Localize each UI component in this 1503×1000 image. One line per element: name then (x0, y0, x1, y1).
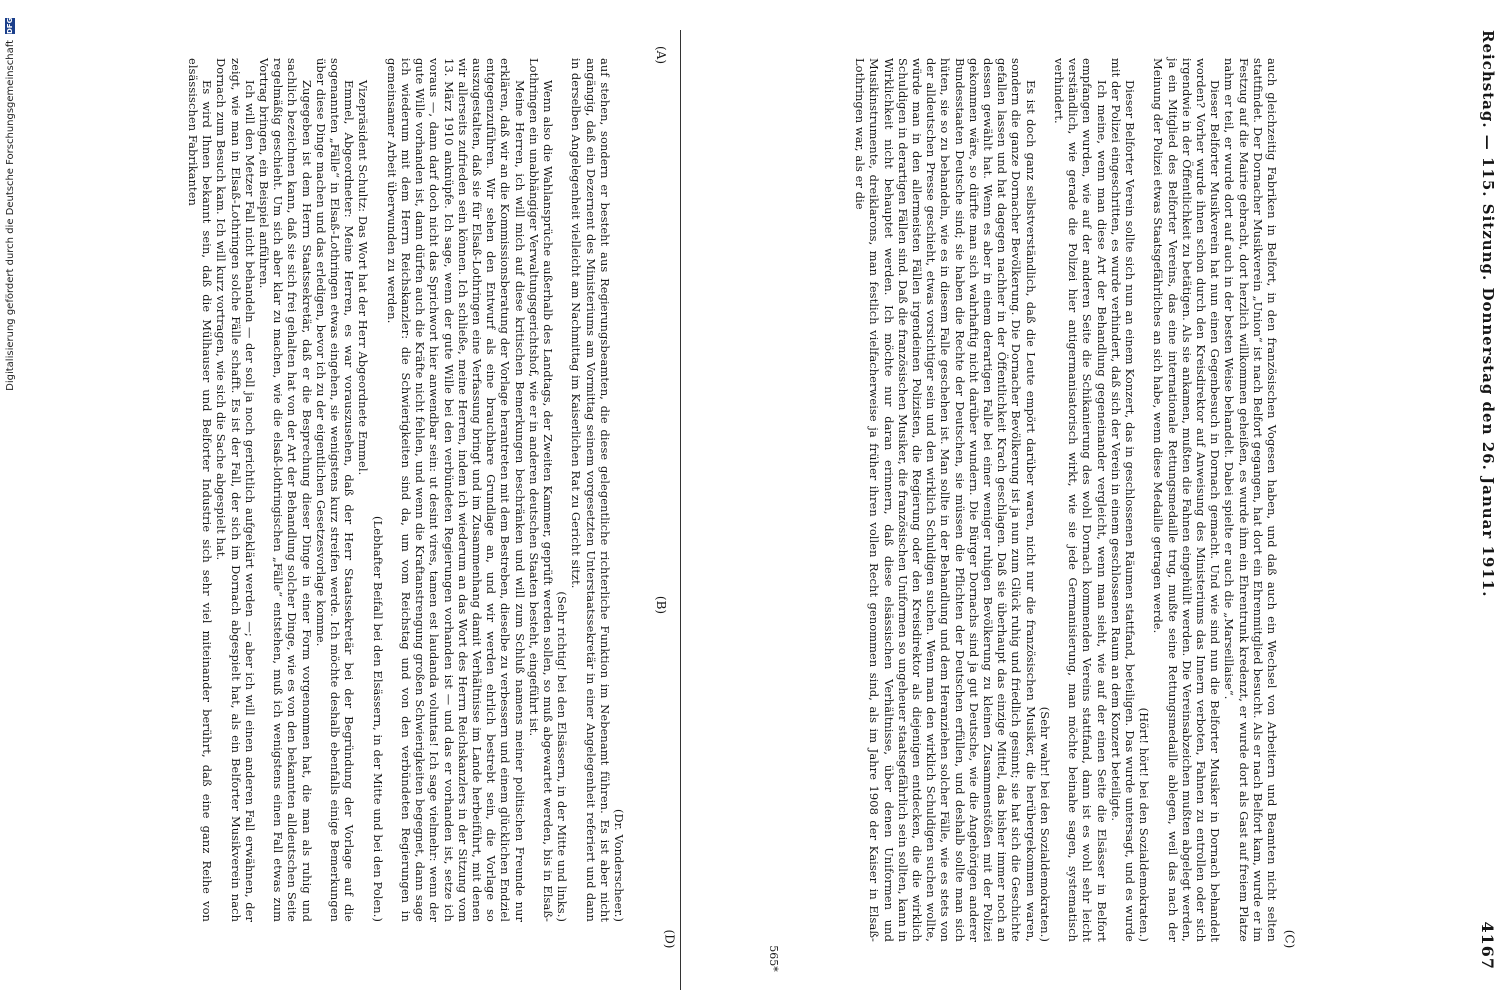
text-column-left (50, 50, 630, 930)
margin-marker-c: (C) (1282, 929, 1297, 949)
interjection: (Hört! hört! bei den Sozialdemokraten.) (1137, 707, 1152, 942)
interjection: (Sehr wahr! bei den Sozialdemokraten.) (1037, 706, 1052, 942)
interjection: (Sehr richtig! bei den Elsässern, in der Mitte und links.) (555, 591, 570, 922)
paragraph: auf stehen, sondern er besteht aus Regierungsbeamten, die diese gelegentliche richterliche Funktion im Nebenamt führen. Es ist aber nicht angängig, daß ein Dezernent des Ministeriums am Vormittag seinem vorgesetzten Unterstaatssekretär in einer Angelegenheit referiert und dann in derselben Angelegenheit vielleicht am Nachmittag im Kaiserlichen Rat zu Gericht sitzt. (569, 58, 612, 922)
credit-text: Digitalisierung gefördert durch die Deutsche Forschungsgemeinschaft (4, 40, 16, 391)
speaker-intro: Vizepräsident Schultz: Das Wort hat der Herr Abgeordnete Emmel. (356, 80, 371, 476)
text-column-right (697, 50, 1283, 950)
interjection: (Lebhafter Beifall bei den Elsässern, in der Mitte und bei den Polen.) (370, 515, 385, 922)
margin-marker-d: (D) (662, 929, 677, 949)
paragraph: auch gleichzeitig Fabriken in Belfort, in den französischen Vogesen haben, und daß auch ein Wechsel von Arbeitern und Beamten nicht selten stattfindet. Der Dornacher Musikverein „Union“ ist nach Belfort gegangen, hat dort ein Ehrenmitglied besucht. Als er nach Belfort kam, wurde er im Festzug auf die Mairie gebracht, dort herzlich willkommen geheißen, es wurde ihm ein Ehrentrunk kredenzt, er wurde dort als Gast auf freiem Platze nahm er teil, er wurde dort auf auch in der besten Weise behandelt. Dabei spielte er auch die „Marseillaise“. (1222, 58, 1279, 942)
paragraph: Ich will den Metzer Fall nicht behandeln — der soll ja noch gerichtlich aufgeklärt werden —; aber ich will einen anderen Fall erwähnen, der zeigt, wie man in Elsaß-Lothringen solche Fälle schafft. Es ist der Fall, der sich im Dornach abgespielt hat, als ein Belforter Musikverein nach Dornach zum Besuch kam. Ich will kurz vortragen, wie sich die Sache abgespielt hat. (214, 58, 257, 922)
margin-marker-b: (B) (654, 595, 669, 615)
paragraph: Wenn also die Wahlansprüche außerhalb des Landtags, der Zweiten Kammer, geprüft werden sollen, so muß abgewartet werden, bis in Elsaß-Lothringen ein unabhängiger Verwaltungsgerichtshof, wie er in anderen deutschen Staaten besteht, eingeführt ist. (526, 58, 555, 922)
paragraph: Es wird Ihnen bekannt sein, daß die Mülhauser und Belforter Industrie sich sehr viel miteinander berührt, daß eine ganz Reihe von elsässischen Fabrikanten (185, 58, 215, 922)
column-divider (680, 30, 681, 990)
paragraph: Dieser Belforter Musikverein hat nun einen Gegenbesuch in Dornach gemacht. Und wie sind nun die Belforter Musiker in Dornach behandelt worden? Vorher wurde ihnen schon durch den Kreisdirektor auf Anweisung des Ministeriums das Innern verboten, Fahnen zu entrollen oder sich irgendwie in der Öffentlichkeit zu betätigen. Als sie ankamen, mußten die Fahnen eingehüllt werden. Die Vereinsabzeichen mußten abgelegt werden, ja ein Mitglied des Belforter Vereins, das eine internationale Rettungsmedaille trug, mußte seine Rettungsmedaille ablegen, weil das nach der Meinung der Polizei etwas Staatsgefährliches an sich habe, wenn diese Medaille getragen werde. (1151, 58, 1223, 942)
speaker-tag: (Dr. Vonderscheer.) (612, 808, 626, 922)
digitization-credit (2, 18, 18, 978)
paragraph: Emmel, Abgeordneter: Meine Herren, es war vorauszusehen, daß der Herr Staatssekretär bei der Begründung der Vorlage auf die sogenannten „Fälle“ in Elsaß-Lothringen etwas eingehen, sie wenigstens kurz streifen werde. Ich möchte deshalb ebenfalls einige Bemerkungen über diese Dinge machen und das erledigen, bevor ich zu der eigentlichen Gesetzesvorlage komme. (313, 58, 357, 922)
page-signature: 565* (766, 945, 780, 972)
paragraph: Ich meine, wenn man diese Art der Behandlung gegeneinander vergleicht, wenn man sieht, wie auf der einen Seite die Elsässer in Belfort empfangen wurden, wie auf der anderen Seite die Schikanierung des wohl Dornach kommenden Vereins stattfand, dann ist es wohl sehr leicht verständlich, wie gerade die Polizei hier antigermanisatorisch wirkt, wie sie jede Germanisierung, man möchte beinahe sagen, systematisch verhindert. (1051, 58, 1109, 942)
paragraph: Meine Herren, ich will mich auf diese kritischen Bemerkungen beschränken und will zum Schluß namens meiner politischen Freunde nur erklären, daß wir an die Kommissionsberatung der Vorlage herantreten mit dem Bestreben, dieselbe zu verbessern und einem glücklichen Endziel entgegenzuführen. Wir sehen den Entwurf als eine brauchbare Grundlage an, und wir werden ehrlich bestrebt sein, die Vorlage so auszugestalten, daß sie für Elsaß-Lothringen eine Verfassung bringt und im Zusammenhang damit Verhältnisse im Lande herbeiführt, mit denen wir allerseits zufrieden sein können. Ich schließe, meine Herren, indem ich wiederum an das Wort des Herrn Reichskanzlers in der Sitzung vom 13. März 1910 anknüpfe. Ich sage, wenn der gute Wille bei den verbündeten Regierungen vorhanden ist — und das er vorhanden ist, setze ich voraus —, dann darf doch nicht das Sprichwort hier anwendbar sein: ut desint vires, tamen est laudanda voluntas! Ich sage vielmehr: wenn der gute Wille vorhanden ist, dann dürfen auch die Kräfte nicht fehlen, und wenn die Kraftanstrengung großen Schwierigkeiten begegnet, dann sage ich wiederum mit dem Herrn Reichskanzler: die Schwierigkeiten sind da, um vom Reichstag und von den verbündeten Regierungen in gemeinsamer Arbeit überwunden zu werden. (384, 58, 527, 922)
header-title: Reichstag. — 115. Sitzung. Donnerstag den 26. Januar 1911. (1479, 30, 1497, 598)
page-number: 4167 (1478, 921, 1498, 970)
dfg-logo-icon: DFG (6, 17, 14, 34)
page-header (1473, 30, 1503, 970)
paragraph: Es ist doch ganz selbstverständlich, daß die Leute empört darüber waren, nicht nur die französischen Musiker, die herübergekommen waren, sondern die ganze Dornacher Bevölkerung. Die Dornacher Bevölkerung ist ja nun zum Glück ruhig und friedlich gesinnt; sie hat sich die Geschichte gefallen lassen und hat dagegen nachher in der Öffentlichkeit Krach geschlagen. Daß sie überhaupt das einzige Mittel, das bisher immer noch an dessen gewählt hat. Wenn es aber in einem derartigen Falle bei einer weniger ruhigen Bevölkerung zu kleinen Zusammenstößen mit der Polizei gekommen wäre, so dürfte man sich wahrhaftig nicht darüber wundern. Die Bürger Dornachs sind ja gut Deutsche, wie die Angehörigen anderer Bundesstaaten Deutsche sind; sie haben die Rechte der Deutschen, sie müssen die Pflichten der Deutschen erfüllen, und deshalb sollte man sich hüten, sie so zu behandeln, wie es in diesem Falle geschehen ist. Man sollte in der Behandlung und dem Heranziehen solcher Fälle, wie es stets von der alldeutschen Presse geschieht, etwas vorsichtiger sein und den wirklich Schuldigen suchen. Wenn man den wirklich Schuldigen suchen wollte, würde man in den allermeisten Fällen irgendeinen Polizisten, die Regierung oder den Kreisdirektor als diejenigen entdecken, die die wirklich Schuldigen in derartigen Fällen sind. Daß die französischen Musiker, die französischen Uniformen so ungeheuer staatsgefährlich sein sollten, kann in Wirklichkeit nicht behauptet werden. Ich möchte nur daran erinnern, daß diese elsässischen Verhältnisse, über denen Uniformen und Musikinstrumente, dreiklarons, man festlich vielfacherweise ja früher ihren vollen Recht genommen sind, als im Jahre 1908 der Kaiser in Elsaß-Lothringen war, als er die (853, 58, 1038, 942)
paragraph: Dieser Belforter Verein sollte sich nun an einem Konzert, das in geschlossenen Räumen stattfand, beteiligen. Das wurde untersagt, und es wurde mit der Polizei eingeschritten, es wurde verhindert, daß sich der Verein in einem geschlossenen Raum an dem Konzert beteiligte. (1108, 58, 1137, 942)
paragraph: Zugegeben ist dem Herrn Staatssekretär, daß er die Besprechung dieser Dinge in einer Form vorgenommen hat, die man als ruhig und sachlich bezeichnen kann, daß sie sich frei gehalten hat von der Art der Behandlung solcher Dinge, wie es von den bekannten alldeutschen Seite regelmäßig geschieht. Um sich aber klar zu machen, wie die elsaß-lothringischen „Fälle“ entstehen, muß ich wenigstens einen Fall etwas zum Vortrag bringen, ein Beispiel anführen. (256, 58, 314, 922)
margin-marker-a: (A) (654, 45, 669, 65)
